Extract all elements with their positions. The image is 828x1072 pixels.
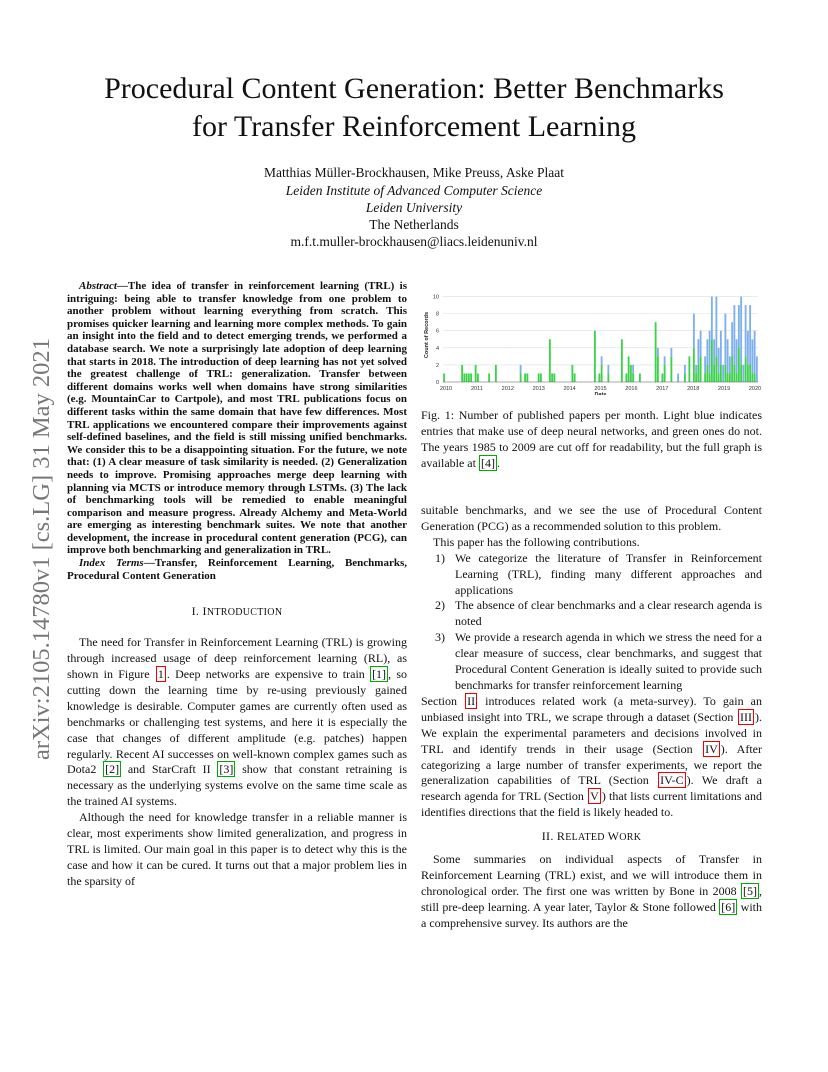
caption-text: .: [496, 455, 500, 470]
heading-sc: NTRODUCTION: [206, 607, 283, 619]
bar-non-deep: [684, 373, 686, 382]
bar-deep: [754, 331, 756, 374]
bar-non-deep: [751, 373, 753, 382]
citation-link[interactable]: [5]: [743, 883, 757, 898]
item-number: 2): [435, 598, 445, 613]
x-tick-label: 2010: [439, 386, 453, 392]
abstract-label: Abstract: [79, 280, 117, 292]
bar-non-deep: [697, 365, 699, 382]
right-column: [421, 503, 762, 932]
bar-deep: [601, 356, 603, 365]
list-item: [421, 630, 762, 694]
bar-deep: [693, 314, 695, 348]
bar-non-deep: [443, 373, 445, 382]
bar-deep: [704, 356, 706, 373]
bar-non-deep: [661, 373, 663, 382]
bar-non-deep: [724, 365, 726, 382]
bar-non-deep: [670, 356, 672, 382]
bar-non-deep: [574, 373, 576, 382]
bar-non-deep: [740, 365, 742, 382]
citation-link[interactable]: [3]: [219, 762, 234, 777]
abstract-text: —The idea of transfer in reinforcement learning (TRL) is intriguing: being able to transfer knowledge from one problem to another problem without learning everything from scratch. This promises quicker learning and learning more complex methods. To gain an insight into the field and to detect emerging trends, we performed a database search. We note a surprisingly late adoption of deep learning that starts in 2018. The introduction of deep learning has not yet solved the greatest challenge of TRL: generalization. Transfer between different domains works well when domains have strong similarities (e.g. MountainCar to Cartpole), and most TRL publications focus on different tasks within the same domain that have few differences. Most TRL applications we encountered compare their improvements against self-defined baselines, and the field is still missing unified benchmarks. We consider this to be a disappointing situation. For the future, we note that: (1) A clear measure of task similarity is needed. (2) Generalization needs to improve. Promising approaches merge deep learning with planning via MCTS or introduce memory through LSTMs. (3) The lack of benchmarking tools will be remedied to enable meaningful comparison and measure progress. Already Alchemy and Meta-World are emerging as interesting benchmark suites. We note that another development, the increase in procedural content generation (PCG), can improve both benchmarking and generalization in TRL.: [67, 280, 407, 557]
citation-link[interactable]: [1]: [372, 666, 387, 681]
bar-non-deep: [621, 339, 623, 382]
bar-non-deep: [738, 348, 740, 382]
item-text: We provide a research agenda in which we stress the need for a clear measure of success, clear benchmarks, and suggest that Procedural Content Generation is ideally suited to provide such benchmarks for transfer reinforcement learning: [455, 630, 762, 692]
bar-deep: [729, 356, 731, 373]
bar-deep: [677, 373, 679, 382]
bar-non-deep: [594, 331, 596, 382]
citation-link[interactable]: [4]: [480, 455, 495, 470]
paper-title: [40, 70, 788, 146]
bar-non-deep: [664, 365, 666, 382]
caption-text: Fig. 1: Number of published papers per month. Light blue indicates entries that make use of deep neural networks, and green ones do not. The years 1985 to 2009 are cut off for readability, but the full graph is available at: [421, 408, 762, 470]
x-tick-label: 2016: [625, 386, 638, 392]
text-run: ). We draft a research agenda for TRL (Section: [421, 773, 762, 804]
y-axis-label: Count of Records: [424, 311, 430, 359]
bar-non-deep: [628, 356, 630, 382]
bar-deep: [713, 339, 715, 365]
citation-link[interactable]: [6]: [721, 899, 736, 914]
y-tick-label: 0: [435, 380, 439, 386]
item-number: 3): [435, 630, 445, 645]
item-number: 1): [435, 550, 445, 565]
right-paragraph-0: suitable benchmarks, and we see the use of Procedural Content Generation (PCG) as a recommended solution to this problem.: [421, 503, 762, 533]
section-heading-related-work: [421, 829, 762, 846]
bar-non-deep: [695, 373, 697, 382]
bar-non-deep: [715, 356, 717, 382]
list-item: [421, 551, 762, 599]
bar-deep: [607, 365, 609, 374]
bar-non-deep: [733, 365, 735, 382]
bar-non-deep: [470, 373, 472, 382]
abstract: [67, 280, 407, 557]
x-tick-label: 2012: [501, 386, 514, 392]
bar-deep: [742, 365, 744, 382]
item-text: We categorize the literature of Transfer in Reinforcement Learning (TRL), finding many different approaches and applications: [455, 550, 762, 597]
bar-non-deep: [747, 365, 749, 382]
text-run: ). We explain the experimental parameters and decisions involved in TRL and identify trends in their usage (Section: [421, 709, 762, 756]
text-run: . Deep networks are expensive to train: [166, 666, 371, 681]
text-run: , so cutting down the learning time by re-using previously gained knowledge is desirable. Computer games are currently often used as benchmarks or challenging test systems, and here it is especially the case that changes of different amplitude (e.g. patches) happen regularly. Recent AI successes on well-known complex games such as Dota2: [67, 666, 408, 777]
y-tick-label: 10: [432, 294, 439, 301]
bar-non-deep: [526, 373, 528, 382]
intro-paragraph-1: [67, 635, 407, 810]
citation-link[interactable]: [2]: [105, 762, 120, 777]
bar-non-deep: [461, 365, 463, 382]
bar-deep: [756, 356, 758, 382]
author-block: [40, 164, 788, 250]
figure-link[interactable]: 1: [157, 666, 164, 681]
list-item: [421, 598, 762, 630]
bar-non-deep: [727, 373, 729, 382]
bar-non-deep: [711, 339, 713, 382]
bar-non-deep: [463, 373, 465, 382]
x-tick-label: 2019: [717, 386, 731, 392]
bar-deep: [751, 339, 753, 373]
bar-deep: [697, 339, 699, 365]
author-institute: Leiden Institute of Advanced Computer Science: [285, 183, 543, 198]
bar-non-deep: [630, 365, 632, 382]
section-link[interactable]: II: [467, 693, 476, 708]
bar-deep: [632, 365, 634, 374]
related-work-paragraph: [421, 852, 762, 932]
bar-deep: [670, 348, 672, 357]
bar-non-deep: [729, 373, 731, 382]
bar-deep: [664, 356, 666, 365]
index-terms: [67, 557, 407, 582]
bar-deep: [731, 322, 733, 356]
arxiv-id: arXiv:2105.14780v1 [cs.LG] 31 May 2021: [28, 338, 55, 760]
bar-non-deep: [538, 373, 540, 382]
x-tick-label: 2020: [748, 386, 762, 392]
author-email: m.f.t.muller-brockhausen@liacs.leidenuniv.nl: [290, 234, 538, 249]
bar-non-deep: [488, 373, 490, 382]
bar-deep: [736, 339, 738, 373]
heading-sc: ELATED: [565, 832, 608, 844]
bar-deep: [740, 297, 742, 365]
bar-deep: [720, 331, 722, 365]
section-heading-introduction: [67, 604, 407, 621]
bar-non-deep: [601, 365, 603, 382]
bar-non-deep: [639, 373, 641, 382]
bar-deep: [733, 305, 735, 365]
bar-non-deep: [754, 373, 756, 382]
text-run: Section: [421, 693, 465, 708]
bar-non-deep: [657, 356, 659, 382]
bar-non-deep: [706, 365, 708, 382]
bar-non-deep: [598, 373, 600, 382]
left-column: [67, 280, 407, 890]
bar-deep: [745, 305, 747, 356]
bar-deep: [657, 348, 659, 357]
x-tick-label: 2017: [656, 386, 669, 392]
bar-non-deep: [718, 373, 720, 382]
index-terms-label: Index Terms: [79, 557, 144, 570]
bar-non-deep: [720, 365, 722, 382]
bar-deep: [727, 339, 729, 373]
figure-caption: [421, 408, 762, 472]
bar-deep: [749, 305, 751, 365]
bar-deep: [718, 348, 720, 374]
bar-deep: [724, 314, 726, 365]
bar-non-deep: [700, 356, 702, 382]
bar-non-deep: [549, 339, 551, 382]
bar-non-deep: [466, 373, 468, 382]
bar-non-deep: [468, 373, 470, 382]
x-tick-label: 2014: [563, 386, 576, 392]
x-tick-label: 2013: [532, 386, 545, 392]
author-country: The Netherlands: [369, 217, 459, 232]
contributions-list: [421, 551, 762, 694]
bar-chart: [421, 280, 762, 395]
y-tick-label: 8: [435, 311, 439, 318]
bar-non-deep: [625, 373, 627, 382]
text-run: show that constant retraining is necessary as the underlying systems evolve on the same time scale as the trained AI systems.: [67, 762, 408, 809]
text-run: Some summaries on individual aspects of Transfer in Reinforcement Learning (TRL) exist, and we will introduce them in chronological order. The first one was written by Bone in 2008: [421, 852, 762, 898]
bar-non-deep: [524, 373, 526, 382]
bar-non-deep: [749, 365, 751, 382]
section-link[interactable]: III: [740, 709, 752, 724]
arxiv-margin-stamp: [22, 280, 54, 760]
heading-num: II. R: [541, 829, 566, 844]
bar-non-deep: [475, 365, 477, 382]
section-link[interactable]: V: [590, 789, 599, 804]
bar-deep: [695, 365, 697, 374]
index-terms-text: —Transfer, Reinforcement Learning, Benchmarks, Procedural Content Generation: [67, 557, 407, 582]
title-line-2: for Transfer Reinforcement Learning: [191, 110, 637, 143]
bar-deep: [709, 331, 711, 374]
text-run: introduces related work (a meta-survey). To gain an unbiased insight into TRL, we scrape through a dataset (Section: [421, 693, 762, 724]
item-text: The absence of clear benchmarks and a clear research agenda is noted: [455, 598, 762, 629]
text-run: with a comprehensive survey. Its authors are the: [421, 899, 763, 930]
bar-non-deep: [632, 373, 634, 382]
y-tick-label: 2: [435, 362, 439, 369]
bar-non-deep: [571, 365, 573, 382]
x-tick-label: 2015: [594, 386, 607, 392]
bar-non-deep: [553, 373, 555, 382]
author-names: Matthias Müller-Brockhausen, Mike Preuss, Aske Plaat: [263, 165, 565, 180]
y-tick-label: 6: [435, 328, 439, 335]
heading-cap: W: [607, 829, 620, 844]
bar-non-deep: [495, 365, 497, 382]
y-tick-label: 4: [435, 345, 439, 352]
bar-deep: [706, 339, 708, 365]
text-run: ) that lists current limitations and identifies directions that the field is likely headed to.: [421, 789, 762, 820]
bar-non-deep: [607, 373, 609, 382]
bar-deep: [700, 331, 702, 357]
bar-non-deep: [736, 373, 738, 382]
text-run: The need for Transfer in Reinforcement Learning (TRL) is growing through increased usage of deep reinforcement learning (RL), as shown in Figure: [67, 635, 407, 681]
bar-deep: [715, 297, 717, 357]
bar-non-deep: [540, 373, 542, 382]
bar-non-deep: [709, 373, 711, 382]
bar-non-deep: [693, 348, 695, 382]
x-axis-label: Date: [594, 392, 607, 395]
bar-deep: [520, 365, 522, 374]
bar-non-deep: [745, 356, 747, 382]
bar-non-deep: [477, 373, 479, 382]
bar-deep: [738, 305, 740, 348]
intro-paragraph-2: Although the need for knowledge transfer in a reliable manner is clear, most experiments show limited generalization, and progress in TRL is limited. Our main goal in this paper is to detect why this is the case and how it can be cured. It turns out that a major problem lies in the sparsity of: [67, 810, 407, 888]
bar-deep: [722, 365, 724, 382]
text-run: ). After categorizing a large number of transfer experiments, we report the generalization capabilities of TRL (Section: [421, 741, 762, 788]
bar-non-deep: [704, 373, 706, 382]
x-tick-label: 2011: [470, 386, 483, 392]
text-run: and StarCraft II: [121, 762, 218, 777]
title-line-1: Procedural Content Generation: Better Benchmarks: [104, 72, 724, 105]
x-tick-label: 2018: [687, 386, 700, 392]
bar-deep: [711, 297, 713, 340]
contributions-intro: This paper has the following contributions.: [433, 534, 640, 549]
bar-non-deep: [688, 356, 690, 382]
section-overview-paragraph: [421, 694, 762, 821]
text-run: , still pre-deep learning. A year later, Taylor & Stone followed: [421, 883, 762, 914]
section-link[interactable]: IV: [705, 741, 718, 756]
bar-non-deep: [731, 356, 733, 382]
bar-deep: [684, 365, 686, 374]
section-link[interactable]: IV-C: [660, 773, 684, 788]
bar-non-deep: [713, 365, 715, 382]
heading-sc: ORK: [619, 832, 642, 844]
bar-non-deep: [655, 322, 657, 382]
bar-deep: [747, 331, 749, 365]
bar-non-deep: [551, 373, 553, 382]
author-university: Leiden University: [365, 200, 463, 215]
bar-non-deep: [520, 373, 522, 382]
heading-num: I. I: [191, 604, 207, 619]
figure-1: [421, 280, 762, 395]
